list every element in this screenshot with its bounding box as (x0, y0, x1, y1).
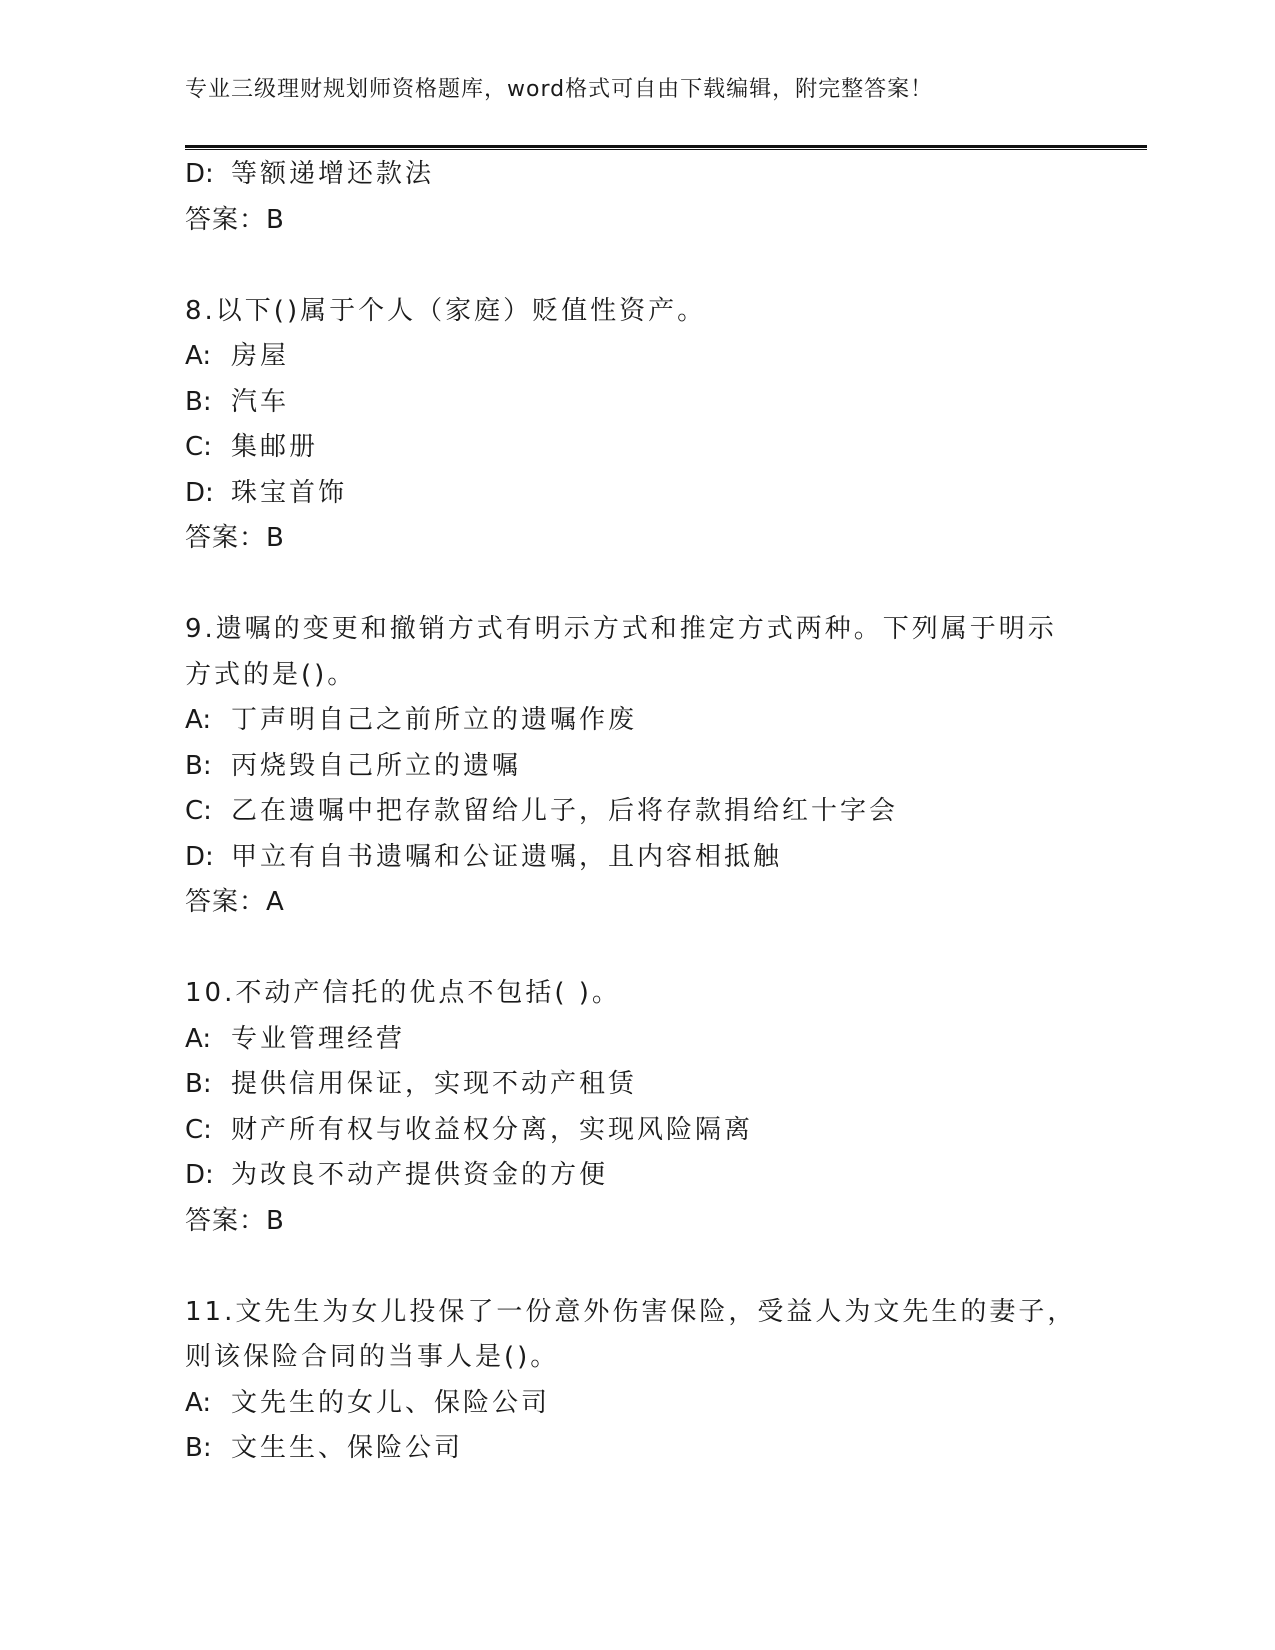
q10-option-b (185, 1062, 1085, 1108)
option-letter: C: (185, 1114, 212, 1145)
q10-answer: 答案：B (185, 1205, 285, 1236)
q11-option-b (185, 1426, 1085, 1472)
option-letter: B: (185, 1433, 212, 1463)
option-text: 文生生、保险公司 (231, 1433, 464, 1463)
q10-option-c (185, 1108, 1085, 1154)
spacer (185, 1244, 1085, 1290)
option-text: 文先生的女儿、保险公司 (231, 1387, 551, 1418)
option-text: 提供信用保证，实现不动产租赁 (231, 1069, 638, 1099)
spacer (185, 562, 1085, 608)
question-8-stem: 8.以下()属于个人（家庭）贬值性资产。 (185, 295, 707, 326)
option-text: 丙烧毁自己所立的遗嘱 (231, 750, 522, 781)
option-text: 专业管理经营 (231, 1023, 406, 1054)
option-text: 汽车 (231, 386, 290, 417)
option-letter: C: (185, 432, 212, 462)
option-letter: A: (185, 705, 212, 735)
q9-option-c (185, 789, 1085, 835)
q10-option-a (185, 1017, 1085, 1063)
option-text: 为改良不动产提供资金的方便 (231, 1160, 609, 1190)
option-text: 甲立有自书遗嘱和公证遗嘱，且内容相抵触 (231, 841, 783, 872)
q8-answer: 答案：B (185, 523, 285, 553)
header-divider (185, 145, 1147, 150)
option-text: 集邮册 (231, 432, 319, 462)
option-letter: B: (185, 386, 212, 417)
spacer (185, 926, 1085, 972)
option-text: 珠宝首饰 (231, 477, 348, 508)
option-letter: A: (185, 1023, 212, 1054)
answer: 答案：B (185, 204, 285, 235)
spacer (185, 243, 1085, 289)
q9-option-a (185, 698, 1085, 744)
option-letter: B: (185, 750, 212, 781)
option-letter: D: (185, 477, 214, 508)
question-10-stem: 10.不动产信托的优点不包括( )。 (185, 978, 621, 1008)
option-text: 财产所有权与收益权分离，实现风险隔离 (231, 1114, 754, 1145)
question-11-stem-line1: 11.文先生为女儿投保了一份意外伤害保险，受益人为文先生的妻子， (185, 1296, 1077, 1327)
document-body (185, 152, 1085, 1472)
option-text: 等额递增还款法 (231, 159, 435, 189)
q11-option-a (185, 1381, 1085, 1427)
q8-option-c (185, 425, 1085, 471)
q8-option-a (185, 334, 1085, 380)
option-letter: D: (185, 841, 214, 872)
option-text: 丁声明自己之前所立的遗嘱作废 (231, 705, 638, 735)
option-letter: B: (185, 1069, 212, 1099)
option-letter: A: (185, 341, 212, 371)
q8-option-b (185, 380, 1085, 426)
option-letter: A: (185, 1387, 212, 1418)
question-9-stem-line1: 9.遗嘱的变更和撤销方式有明示方式和推定方式两种。下列属于明示 (185, 614, 1057, 644)
page-header: 专业三级理财规划师资格题库，word格式可自由下载编辑，附完整答案！ (185, 77, 934, 102)
q9-option-d (185, 835, 1085, 881)
question-11-stem-line2: 则该保险合同的当事人是()。 (185, 1342, 560, 1372)
option-letter: C: (185, 796, 212, 826)
q8-option-d (185, 471, 1085, 517)
option-text: 乙在遗嘱中把存款留给儿子，后将存款捐给红十字会 (231, 796, 899, 826)
option-text: 房屋 (231, 341, 290, 371)
q10-option-d (185, 1153, 1085, 1199)
question-9-stem-line2: 方式的是()。 (185, 659, 357, 690)
option-letter: D: (185, 159, 214, 189)
option-letter: D: (185, 1160, 214, 1190)
q9-answer: 答案：A (185, 887, 285, 917)
q9-option-b (185, 744, 1085, 790)
option-d (185, 152, 1085, 198)
